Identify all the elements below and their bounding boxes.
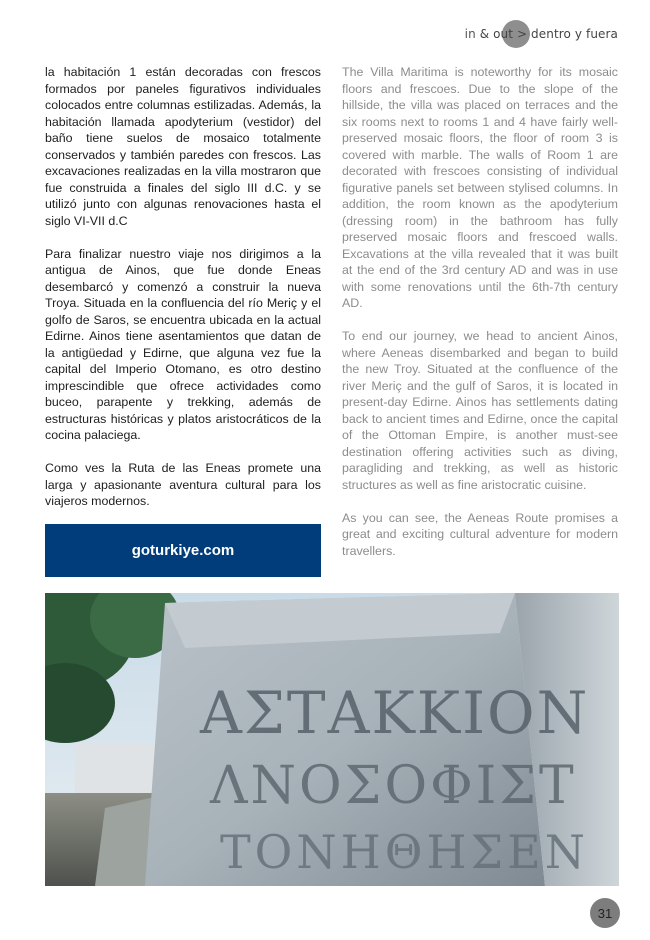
paragraph: Como ves la Ruta de las Eneas promete una larga y apasionante aventura cultural para los viajeros modernos. bbox=[45, 461, 321, 508]
paragraph: As you can see, the Aeneas Route promises a great and exciting cultural adventure for modern travellers. bbox=[342, 510, 618, 558]
banner-link-text[interactable]: goturkiye.com bbox=[131, 542, 235, 559]
spanish-text-column bbox=[45, 64, 321, 526]
paragraph: la habitación 1 están decoradas con frescos formados por paneles figurativos individuales colocados entre columnas estilizadas. Además, la habitación llamada apodyterium (vestidor) del baño tiene suelos de mosaico totalmente conservados y también paredes con frescos. Las excavaciones realizadas en la villa mostraron que fue construida a finales del siglo III d.C. y se utilizó junto con algunas renovaciones hasta el siglo VI-VII d.C bbox=[45, 65, 321, 228]
inscription-line: ΛΝΟΣΟΦΙΣΤ bbox=[210, 756, 577, 816]
inscription-line: ΑΣΤΑΚΚΙΟΝ bbox=[200, 679, 590, 747]
inscription-line: ΤΟΝΗΘΗΣΕΝ bbox=[220, 825, 589, 879]
english-text-column bbox=[342, 64, 618, 576]
section-header-text: in & out > dentro y fuera bbox=[464, 27, 618, 41]
paragraph: Para finalizar nuestro viaje nos dirigimos a la antigua de Ainos, que fue donde Eneas desembarcó y comenzó a construir la nueva Troya. Situada en la confluencia del río Meriç y el golfo de Saros, se encuentra ubicada en la actual Edirne. Ainos tiene asentamientos que datan de la antigüedad y Edirne, que alguna vez fue la capital del Imperio Otomano, es otro destino imprescindible que ofrece actividades como buceo, parapente y trekking, además de estructuras históricas y platos aristocráticos de la cocina palaciega. bbox=[45, 246, 321, 442]
paragraph: To end our journey, we head to ancient Ainos, where Aeneas disembarked and began to build the new Troy. Situated at the confluence of the river Meriç and the gulf of Saros, it is located in present-day Edirne. Ainos has settlements dating back to ancient times and Edirne, once the capital of the Ottoman Empire, is another must-see destination offering activities such as diving, paragliding and trekking, as well as historic structures as well as fine aristocratic cuisine. bbox=[342, 329, 618, 492]
stone-photo-illustration bbox=[45, 593, 619, 886]
paragraph: The Villa Maritima is noteworthy for its mosaic floors and frescoes. Due to the slope of the hillside, the villa was placed on terraces and the six rooms next to rooms 1 and 4 have fairly well-preserved mosaic floors, the floor of room 3 is covered with marble. The walls of Room 1 are decorated with frescoes consisting of individual figurative panels set between stylised columns. In addition, the room known as the apodyterium (dressing room) in the bathroom has fully preserved mosaic floors and frescoed walls. Excavations at the villa revealed that it was built at the end of the 3rd century AD and was in use with some renovations until the 6th-7th century AD. bbox=[342, 65, 618, 310]
page-number: 31 bbox=[590, 898, 620, 928]
inscription-stone-photo bbox=[45, 593, 619, 886]
goturkiye-banner[interactable] bbox=[45, 524, 321, 577]
section-header bbox=[465, 19, 618, 49]
